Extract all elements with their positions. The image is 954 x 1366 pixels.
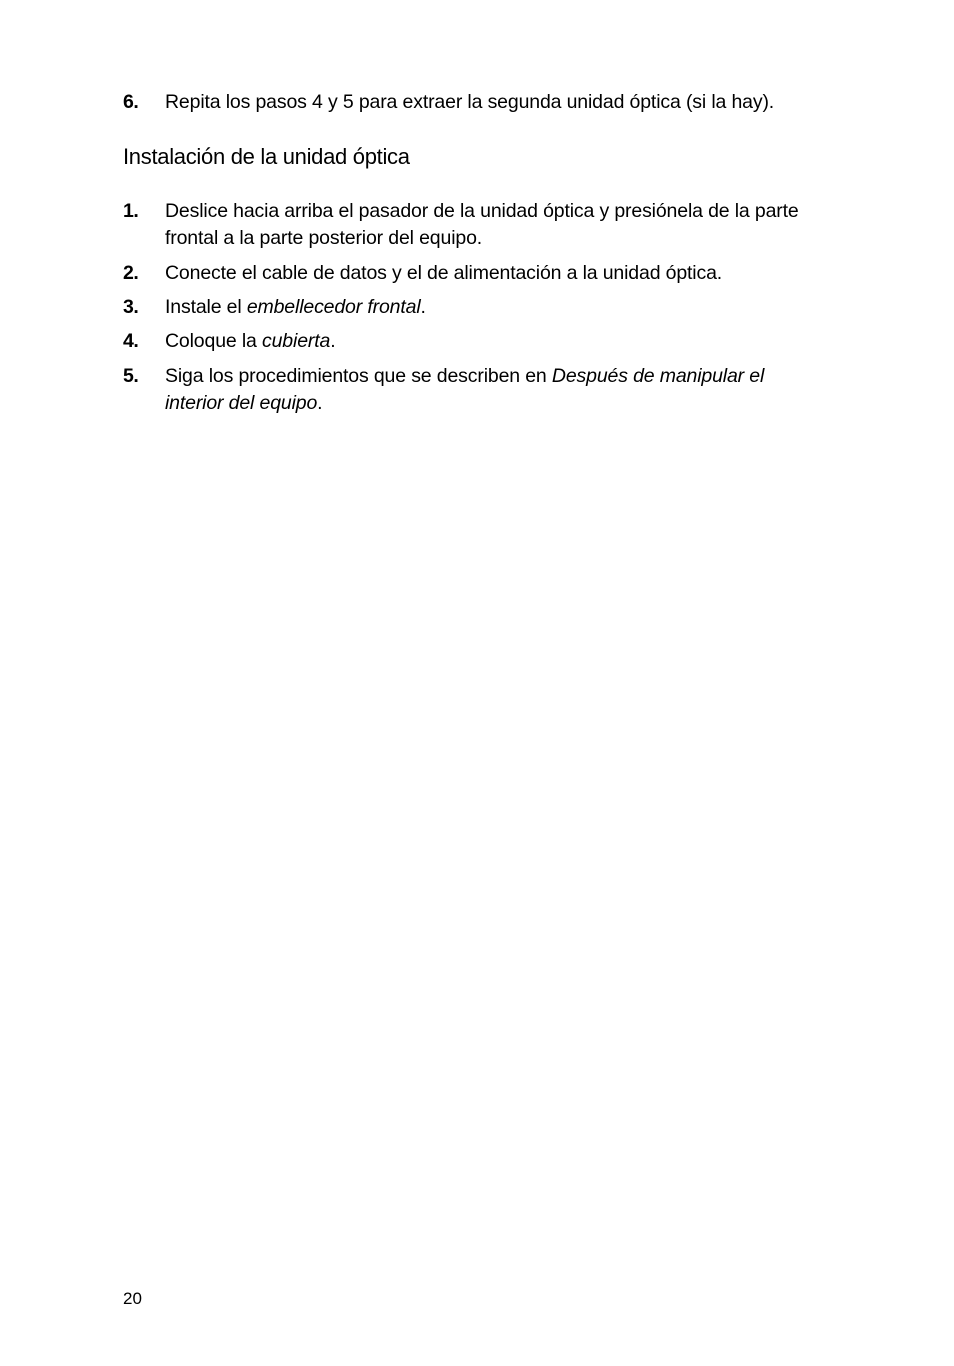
step-text-line-1: Deslice hacia arriba el pasador de la unidad óptica y presiónela de la parte bbox=[165, 200, 799, 222]
step-text bbox=[165, 363, 865, 417]
step-text-post: . bbox=[317, 392, 323, 414]
step-text-post: . bbox=[330, 330, 336, 352]
section-heading: Instalación de la unidad óptica bbox=[123, 144, 410, 169]
step-text-pre: Instale el bbox=[165, 296, 247, 318]
step-number: 1. bbox=[123, 200, 139, 222]
step-text-pre: Coloque la bbox=[165, 330, 263, 352]
step-text-post: . bbox=[420, 296, 426, 318]
step-text-pre: Siga los procedimientos que se describen en bbox=[165, 365, 552, 387]
step-number: 3. bbox=[123, 296, 139, 318]
step-number: 2. bbox=[123, 262, 139, 284]
step-number: 6. bbox=[123, 91, 139, 113]
cross-reference-link-part-1[interactable]: Después de manipular el bbox=[551, 365, 765, 387]
step-number: 5. bbox=[123, 365, 139, 387]
step-text bbox=[165, 294, 865, 321]
cross-reference-link[interactable]: embellecedor frontal bbox=[246, 296, 421, 318]
step-text bbox=[165, 328, 865, 355]
page-number: 20 bbox=[123, 1289, 142, 1308]
cross-reference-link[interactable]: cubierta bbox=[262, 330, 331, 352]
step-number: 4. bbox=[123, 330, 139, 352]
step-text bbox=[165, 198, 865, 252]
step-text: Conecte el cable de datos y el de alimentación a la unidad óptica. bbox=[165, 262, 723, 284]
cross-reference-link-part-2[interactable]: interior del equipo bbox=[165, 392, 318, 414]
step-text: Repita los pasos 4 y 5 para extraer la segunda unidad óptica (si la hay). bbox=[165, 91, 775, 113]
step-text-line-2: frontal a la parte posterior del equipo. bbox=[165, 227, 483, 249]
